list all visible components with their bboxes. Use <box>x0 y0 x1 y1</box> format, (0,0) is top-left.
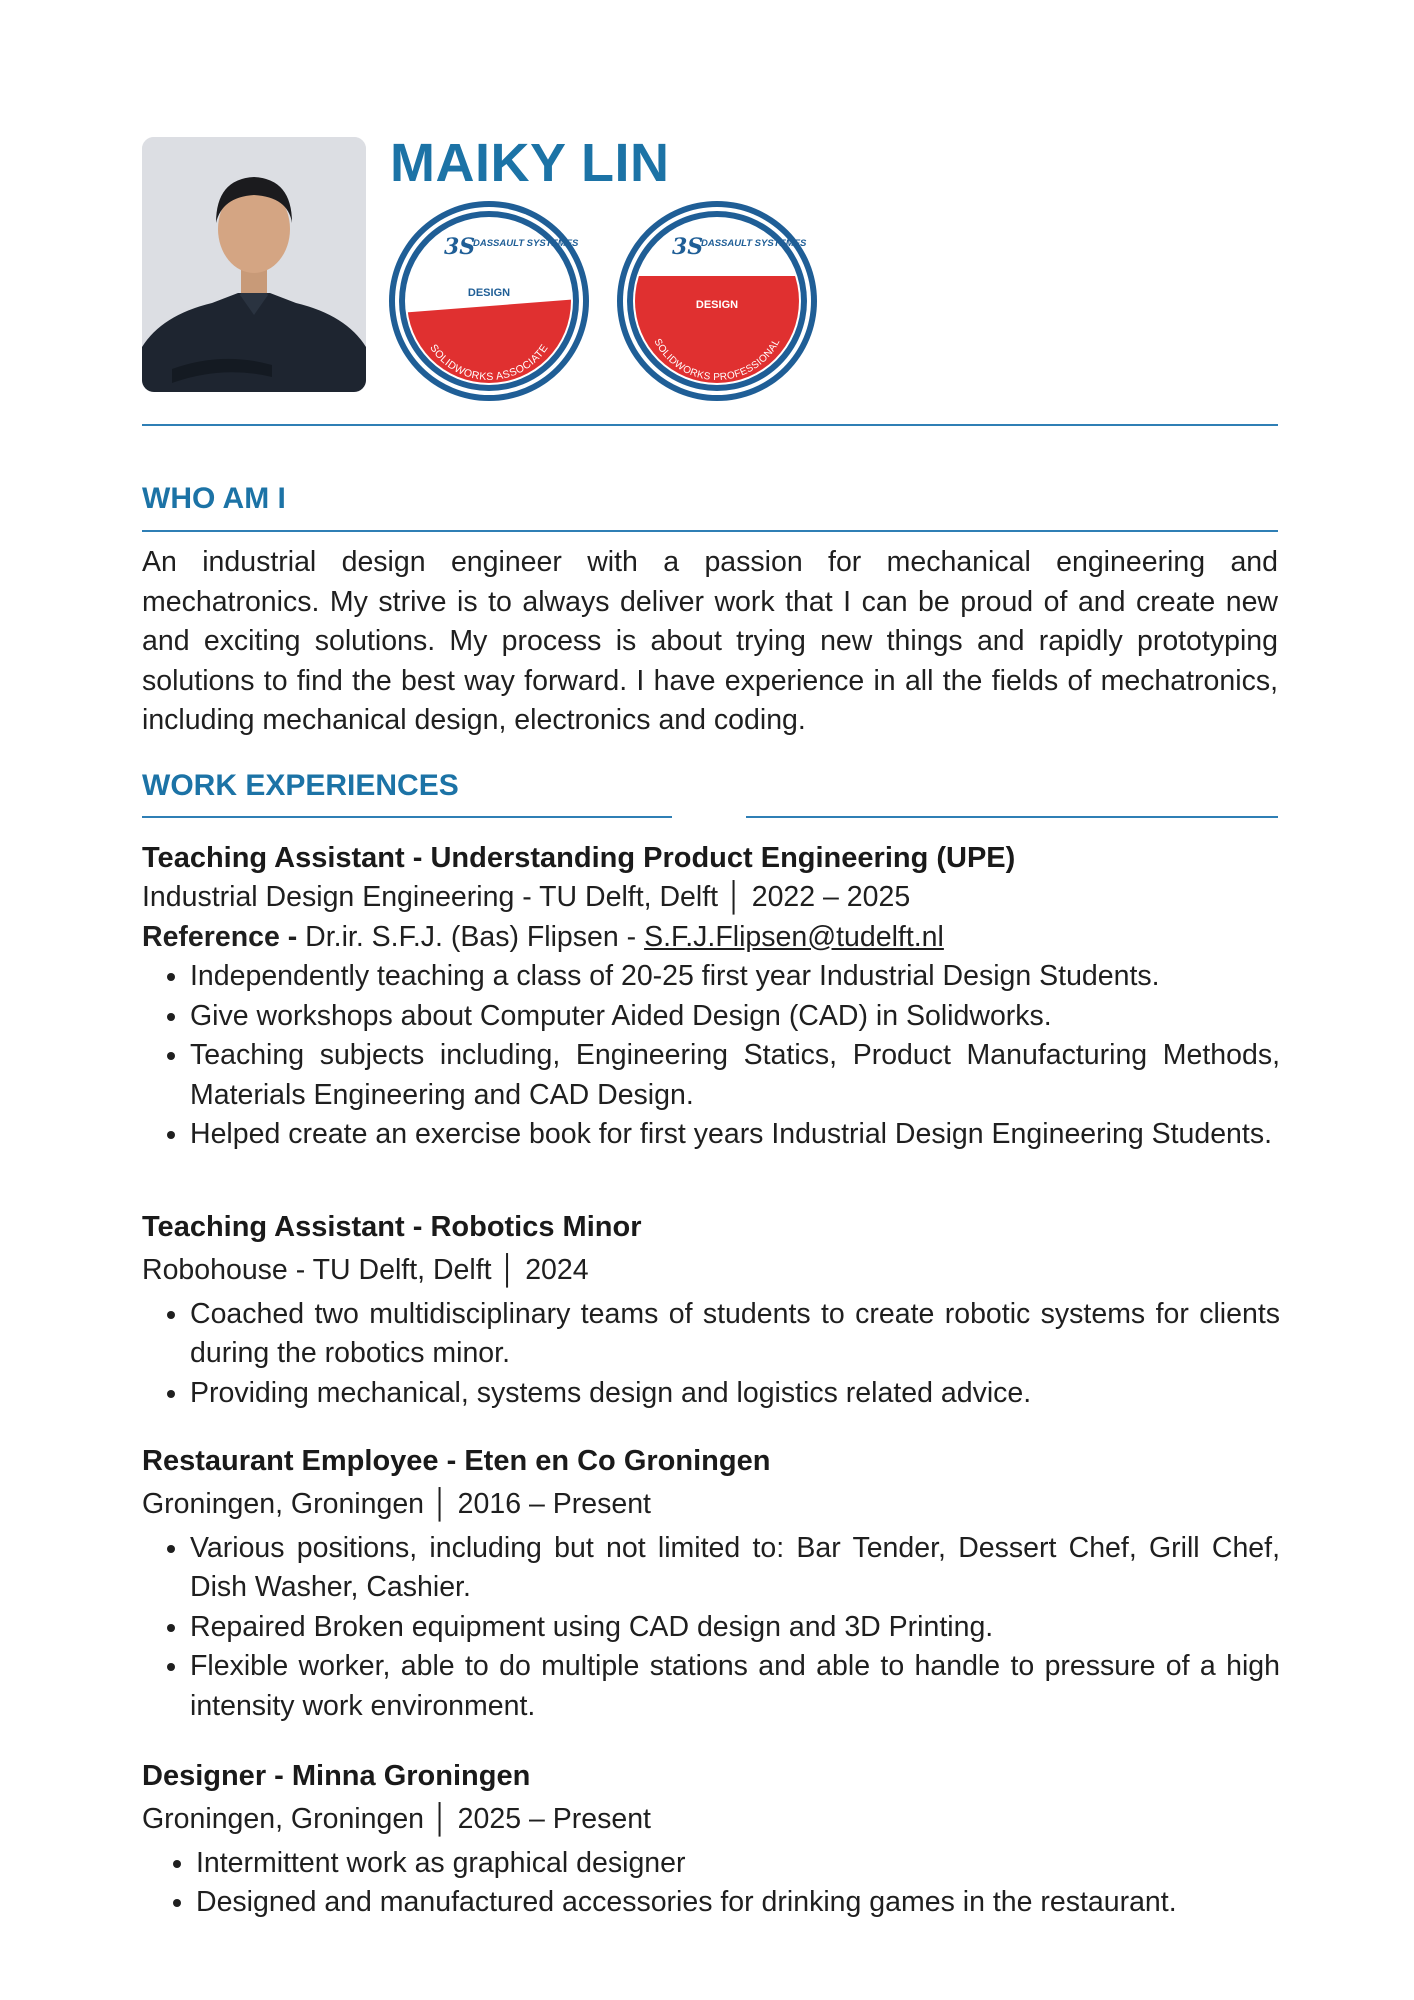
job-bullets <box>142 1529 1280 1727</box>
badge-ring-text: SOLIDWORKS PROFESSIONAL <box>651 337 783 384</box>
who-am-i-divider <box>142 530 1278 532</box>
badge-category: DESIGN <box>695 299 739 311</box>
list-item: • Independently teaching a class of 20-25 first year Industrial Design Students. <box>190 957 1280 997</box>
reference-label: Reference - <box>142 920 306 953</box>
job-location-dates: Groningen, Groningen │ 2016 – Present <box>142 1488 651 1520</box>
job-reference <box>142 918 1280 958</box>
work-divider-left <box>142 816 672 818</box>
job-title: Restaurant Employee - Eten en Co Groningen <box>142 1445 771 1477</box>
job-location-dates: Groningen, Groningen │ 2025 – Present <box>142 1803 651 1835</box>
badge-brand: DASSAULT SYSTEMES <box>701 238 807 249</box>
profile-photo <box>142 137 366 392</box>
job-title: Designer - Minna Groningen <box>142 1760 531 1792</box>
job-location-dates: Industrial Design Engineering - TU Delft, Delft │ 2022 – 2025 <box>142 881 911 913</box>
summary-text: An industrial design engineer with a passion for mechanical engineering and mechatronics. My strive is to always deliver work that I can be proud of and create new and exciting solutions. My process is about trying new things and rapidly prototyping solutions to find the best way forward. I have experience in all the fields of mechatronics, including mechanical design, electronics and coding. <box>142 546 1278 736</box>
list-item: • Coached two multidisciplinary teams of students to create robotic systems for clients during the robotics minor. <box>190 1295 1280 1374</box>
list-item: • Designed and manufactured accessories for drinking games in the restaurant. <box>196 1883 1280 1923</box>
reference-name: Dr.ir. S.F.J. (Bas) Flipsen - <box>305 920 645 953</box>
job-bullets <box>142 957 1280 1155</box>
list-item: • Give workshops about Computer Aided Design (CAD) in Solidworks. <box>190 997 1280 1037</box>
list-item: • Intermittent work as graphical designer <box>196 1844 1280 1884</box>
badge-category: DESIGN <box>467 287 511 299</box>
job-title: Teaching Assistant - Understanding Product Engineering (UPE) <box>142 842 1016 874</box>
list-item: • Various positions, including but not limited to: Bar Tender, Dessert Chef, Grill Chef, Dish Washer, Cashier. <box>190 1529 1280 1608</box>
person-portrait-icon <box>142 137 366 392</box>
dassault-logo-icon <box>444 234 475 260</box>
list-item: • Helped create an exercise book for first years Industrial Design Engineering Students. <box>190 1115 1280 1155</box>
list-item: • Teaching subjects including, Engineering Statics, Product Manufacturing Methods, Materials Engineering and CAD Design. <box>190 1036 1280 1115</box>
job-entry <box>142 1441 1280 1726</box>
header-divider <box>142 424 1278 426</box>
list-item: • Providing mechanical, systems design and logistics related advice. <box>190 1374 1280 1414</box>
job-bullets <box>142 1295 1280 1414</box>
solidworks-associate-badge <box>386 198 592 404</box>
job-meta <box>142 878 1280 918</box>
svg-text:3S: 3S <box>444 234 476 260</box>
dassault-logo-icon <box>672 234 703 260</box>
job-entry <box>142 838 1280 1155</box>
reference-email-link[interactable]: S.F.J.Flipsen@tudelft.nl <box>644 920 944 953</box>
badge-brand: DASSAULT SYSTEMES <box>473 238 579 249</box>
work-divider-right <box>746 816 1278 818</box>
solidworks-professional-badge <box>614 198 820 404</box>
list-item: • Flexible worker, able to do multiple stations and able to handle to pressure of a high intensity work environment. <box>190 1647 1280 1726</box>
svg-text:3S: 3S <box>672 234 704 260</box>
list-item: • Repaired Broken equipment using CAD design and 3D Printing. <box>190 1608 1280 1648</box>
job-entry <box>142 1207 1280 1413</box>
job-entry <box>142 1756 1280 1923</box>
badge-ring-text: SOLIDWORKS ASSOCIATE <box>427 342 551 384</box>
job-bullets <box>142 1844 1280 1923</box>
candidate-name: MAIKY LIN <box>390 133 670 193</box>
work-experiences-heading: WORK EXPERIENCES <box>142 769 459 802</box>
who-am-i-heading: WHO AM I <box>142 482 286 515</box>
job-title: Teaching Assistant - Robotics Minor <box>142 1211 642 1243</box>
job-location-dates: Robohouse - TU Delft, Delft │ 2024 <box>142 1254 589 1286</box>
